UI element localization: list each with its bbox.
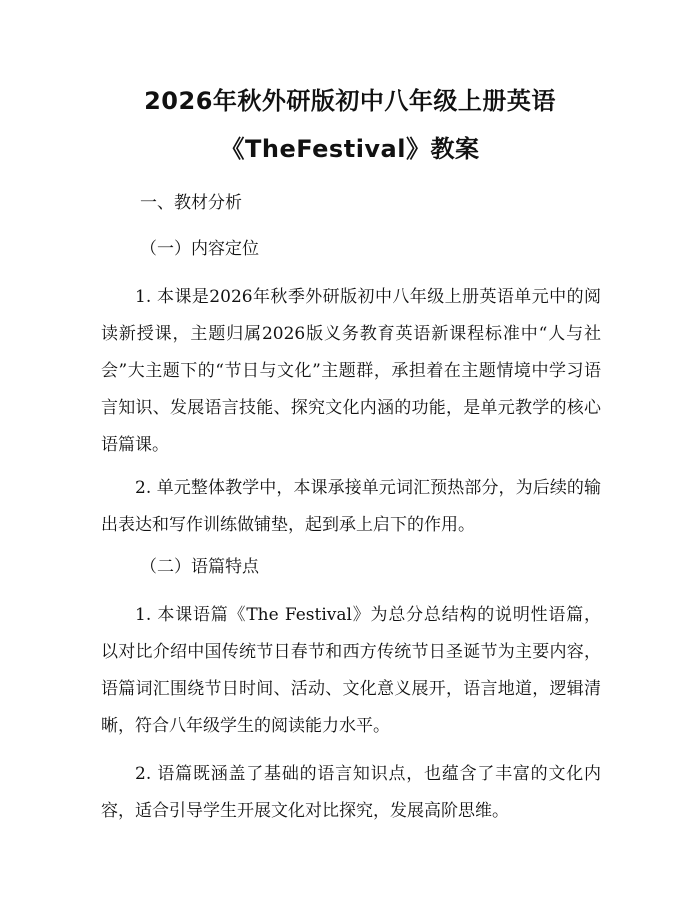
paragraph-content-positioning-1: 1. 本课是2026年秋季外研版初中八年级上册英语单元中的阅读新授课，主题归属2026版义务教育英语新课程标准中“人与社会”大主题下的“节日与文化”主题群，承担着在主题情境中学习语言知识、发展语言技能、探究文化内涵的功能，是单元教学的核心语篇课。: [101, 287, 601, 455]
section-heading-teaching-material-analysis: 一、教材分析: [140, 193, 242, 213]
document-title-line-2: 《TheFestival》教案: [220, 135, 480, 163]
paragraph-content-positioning-2: 2. 单元整体教学中，本课承接单元词汇预热部分，为后续的输出表达和写作训练做铺垫，起到承上启下的作用。: [101, 478, 601, 535]
document-title-line-1: 2026年秋外研版初中八年级上册英语: [144, 87, 556, 115]
paragraph-text-features-2: 2. 语篇既涵盖了基础的语言知识点，也蕴含了丰富的文化内容，适合引导学生开展文化对比探究，发展高阶思维。: [101, 764, 601, 821]
subsection-heading-text-features: （二）语篇特点: [140, 557, 259, 577]
subsection-heading-content-positioning: （一）内容定位: [140, 239, 259, 259]
paragraph-text-features-1: 1. 本课语篇《The Festival》为总分总结构的说明性语篇，以对比介绍中国传统节日春节和西方传统节日圣诞节为主要内容，语篇词汇围绕节日时间、活动、文化意义展开，语言地道，逻辑清晰，符合八年级学生的阅读能力水平。: [101, 605, 601, 736]
